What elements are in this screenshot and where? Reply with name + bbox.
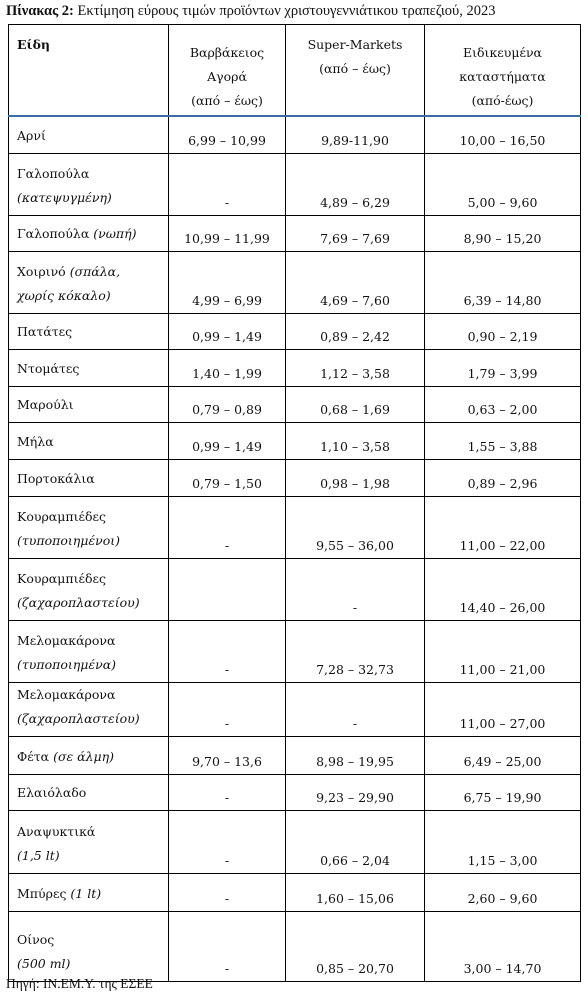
item-name: Μελομακάρονα (ζαχαροπλαστείου) (9, 683, 169, 737)
price-varvakeios: 0,99 – 1,49 (169, 314, 286, 350)
price-specialized: 1,79 – 3,99 (425, 350, 581, 387)
item-note: (κατεψυγμένη) (17, 190, 112, 205)
item-note: (νωπή) (93, 226, 137, 241)
item-name: Μήλα (9, 423, 169, 460)
price-varvakeios: 4,99 – 6,99 (169, 252, 286, 314)
item-name: Ελαιόλαδο (9, 775, 169, 811)
table-row (9, 621, 581, 683)
price-specialized: 1,55 – 3,88 (425, 423, 581, 460)
header-varvakeios: Βαρβάκειος Αγορά (από – έως) (169, 25, 286, 116)
item-note: (500 ml) (17, 956, 71, 971)
caption-text: Εκτίμηση εύρους τιμών προϊόντων χριστουγεννιάτικου τραπεζιού, 2023 (73, 3, 496, 19)
price-specialized: 11,00 – 27,00 (425, 683, 581, 737)
price-supermarkets: 1,60 – 15,06 (286, 874, 425, 912)
price-specialized: 10,00 – 16,50 (425, 116, 581, 154)
price-supermarkets: 0,98 – 1,98 (286, 460, 425, 497)
price-supermarkets: 4,89 – 6,29 (286, 154, 425, 216)
table-row (9, 775, 581, 811)
item-note: (τυποποιημένα) (17, 657, 117, 672)
table-row (9, 874, 581, 912)
item-name: Μαρούλι (9, 387, 169, 423)
table-row (9, 737, 581, 775)
table-row (9, 216, 581, 252)
item-note: (σε άλμη) (53, 749, 115, 764)
item-name: Πορτοκάλια (9, 460, 169, 497)
price-supermarkets: 4,69 – 7,60 (286, 252, 425, 314)
price-varvakeios: - (169, 874, 286, 912)
price-specialized: 0,90 – 2,19 (425, 314, 581, 350)
price-specialized: 11,00 – 21,00 (425, 621, 581, 683)
header-specialized: Ειδικευμένα καταστήματα (από-έως) (425, 25, 581, 116)
price-supermarkets: 9,55 – 36,00 (286, 497, 425, 559)
price-supermarkets: - (286, 559, 425, 621)
price-specialized: 8,90 – 15,20 (425, 216, 581, 252)
source-note: Πηγή: ΙΝ.ΕΜ.Υ. της ΕΣΕΕ (6, 976, 153, 991)
table-row (9, 387, 581, 423)
price-table (8, 24, 581, 982)
price-varvakeios: - (169, 683, 286, 737)
price-varvakeios (169, 559, 286, 621)
price-specialized: 1,15 – 3,00 (425, 811, 581, 874)
price-specialized: 6,49 – 25,00 (425, 737, 581, 775)
item-note: (τυποποιημένοι) (17, 533, 120, 548)
price-supermarkets: 1,12 – 3,58 (286, 350, 425, 387)
price-specialized: 11,00 – 22,00 (425, 497, 581, 559)
price-specialized: 14,40 – 26,00 (425, 559, 581, 621)
price-supermarkets: 9,89-11,90 (286, 116, 425, 154)
table-row (9, 252, 581, 314)
price-varvakeios: - (169, 811, 286, 874)
item-name: Χοιρινό (σπάλα, χωρίς κόκαλο) (9, 252, 169, 314)
item-name: Οίνος (500 ml) (9, 912, 169, 982)
price-specialized: 0,89 – 2,96 (425, 460, 581, 497)
price-varvakeios: - (169, 497, 286, 559)
header-supermarkets: Super-Markets (από – έως) (286, 25, 425, 116)
price-supermarkets: - (286, 683, 425, 737)
table-row (9, 912, 581, 982)
price-supermarkets: 0,85 – 20,70 (286, 912, 425, 982)
header-row (9, 25, 581, 116)
price-varvakeios: - (169, 621, 286, 683)
item-name: Πατάτες (9, 314, 169, 350)
table-row (9, 154, 581, 216)
item-name: Κουραμπιέδες (τυποποιημένοι) (9, 497, 169, 559)
price-supermarkets: 0,68 – 1,69 (286, 387, 425, 423)
price-specialized: 0,63 – 2,00 (425, 387, 581, 423)
item-name: Ντομάτες (9, 350, 169, 387)
item-note: (ζαχαροπλαστείου) (17, 711, 140, 726)
item-note: (1,5 lt) (17, 848, 60, 863)
item-name: Κουραμπιέδες (ζαχαροπλαστείου) (9, 559, 169, 621)
price-supermarkets: 7,28 – 32,73 (286, 621, 425, 683)
table-row (9, 350, 581, 387)
caption-label: Πίνακας 2: (6, 3, 74, 19)
price-specialized: 2,60 – 9,60 (425, 874, 581, 912)
table-row (9, 811, 581, 874)
item-name: Γαλοπούλα (κατεψυγμένη) (9, 154, 169, 216)
item-name: Μπύρες (1 lt) (9, 874, 169, 912)
price-varvakeios: 0,99 – 1,49 (169, 423, 286, 460)
price-supermarkets: 1,10 – 3,58 (286, 423, 425, 460)
price-varvakeios: 9,70 – 13,6 (169, 737, 286, 775)
item-name: Αρνί (9, 116, 169, 154)
price-supermarkets: 7,69 – 7,69 (286, 216, 425, 252)
table-caption (6, 3, 495, 20)
price-varvakeios: - (169, 775, 286, 811)
price-supermarkets: 0,66 – 2,04 (286, 811, 425, 874)
item-name: Αναψυκτικά (1,5 lt) (9, 811, 169, 874)
table-row (9, 314, 581, 350)
table-row (9, 497, 581, 559)
price-varvakeios: 6,99 – 10,99 (169, 116, 286, 154)
table-row (9, 423, 581, 460)
price-varvakeios: - (169, 912, 286, 982)
price-varvakeios: - (169, 154, 286, 216)
price-specialized: 5,00 – 9,60 (425, 154, 581, 216)
header-items: Είδη (9, 25, 169, 116)
item-name: Φέτα (σε άλμη) (9, 737, 169, 775)
table-row (9, 683, 581, 737)
item-name: Γαλοπούλα (νωπή) (9, 216, 169, 252)
item-note: (1 lt) (70, 886, 102, 901)
item-note: (ζαχαροπλαστείου) (17, 595, 140, 610)
price-supermarkets: 9,23 – 29,90 (286, 775, 425, 811)
price-varvakeios: 1,40 – 1,99 (169, 350, 286, 387)
table-row (9, 116, 581, 154)
price-varvakeios: 0,79 – 0,89 (169, 387, 286, 423)
item-name: Μελομακάρονα (τυποποιημένα) (9, 621, 169, 683)
price-supermarkets: 8,98 – 19,95 (286, 737, 425, 775)
price-varvakeios: 0,79 – 1,50 (169, 460, 286, 497)
price-varvakeios: 10,99 – 11,99 (169, 216, 286, 252)
table-row (9, 559, 581, 621)
price-specialized: 6,75 – 19,90 (425, 775, 581, 811)
table-row (9, 460, 581, 497)
price-specialized: 6,39 – 14,80 (425, 252, 581, 314)
price-supermarkets: 0,89 – 2,42 (286, 314, 425, 350)
price-specialized: 3,00 – 14,70 (425, 912, 581, 982)
